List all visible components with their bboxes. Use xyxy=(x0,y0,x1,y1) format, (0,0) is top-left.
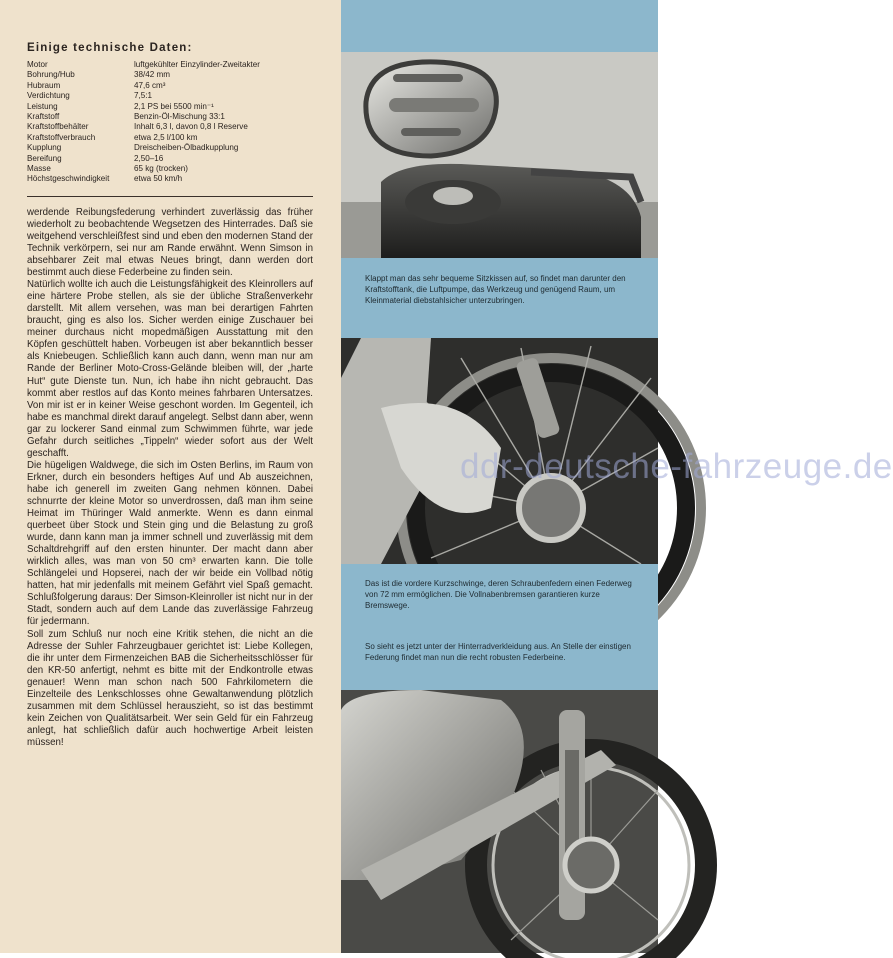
front-caption: Das ist die vordere Kurzschwinge, deren Schraubenfedern einen Federweg von 72 mm ermöglichen. Die Vollnabenbremsen garantieren kurze Bremswege. xyxy=(365,579,632,610)
spec-row xyxy=(27,70,313,80)
spec-label: Motor xyxy=(27,60,48,69)
spec-label: Kraftstoff xyxy=(27,112,60,122)
spec-label: Verdichtung xyxy=(27,91,70,101)
seat-photo xyxy=(341,52,658,258)
spec-value: 65 kg (trocken) xyxy=(134,164,188,174)
spec-row xyxy=(27,164,313,174)
spec-value: 7,5:1 xyxy=(134,91,153,101)
rear-suspension-photo xyxy=(341,690,658,953)
spec-row xyxy=(27,174,313,184)
spec-label: Bereifung xyxy=(27,153,62,163)
spec-row xyxy=(27,91,313,101)
spec-value: etwa 50 km/h xyxy=(134,174,183,184)
spec-label: Höchstgeschwindigkeit xyxy=(27,174,110,184)
spec-row xyxy=(27,102,313,112)
rear-caption: So sieht es jetzt unter der Hinterradverkleidung aus. An Stelle der einstigen Federung findet man nun die recht robusten Federbeine. xyxy=(365,642,631,662)
spec-value: Inhalt 6,3 l, davon 0,8 l Reserve xyxy=(134,122,248,132)
seat-storage-image xyxy=(341,52,658,258)
spec-label: Hubraum xyxy=(27,80,61,90)
spec-row xyxy=(27,81,313,91)
article-paragraph: Die hügeligen Waldwege, die sich im Osten Berlins, im Raum von Erkner, durch ein besonders heftiges Auf und Ab auszeichnen, habe ich generell im zweiten Gang nehmen können. Dabei schnurrte der kleine Motor so unverdrossen, daß man ihm seine Heimat im Thüringer Wald anmerkte. Wenn es dann einmal querbeet über Stock und Stein ging und die Belastung zu groß wurde, dann kann man ja immer schnell und zuverlässig mit dem Schaltdrehgriff auf den ersten hinunter. Der macht dann aber wirklich alles, was man von 50 cm³ erwarten kann. Die tolle Schlängelei und Hopserei, nach der wir beide ein Vollbad nötig hatten, hat mir jedenfalls mit meinem Gefährt viel Spaß gemacht. Schlußfolgerung daraus: Der Simson-Kleinroller ist nicht nur in der Stadt, sondern auch auf dem Lande das zuverlässige Fahrzeug für jedermann. xyxy=(27,459,313,628)
article-paragraph: werdende Reibungsfederung verhindert zuverlässig das früher wiederholt zu beobachtende Wegsetzen des Hinterrades. Daß sie weitgehend verschleißfest sind und eben den modernen Stand der Technik verkörpern, sei nur am Rande erwähnt. Wenn Simson in absehbarer Zeit mal etwas Neues bringt, dann werden dort bestimmt auch diese Federbeine zu finden sein. xyxy=(27,206,313,279)
article-paragraph: Soll zum Schluß nur noch eine Kritik stehen, die nicht an die Adresse der Suhler Fahrzeugbauer gerichtet ist: Liebe Kollegen, die ihr unter dem Firmenzeichen BAB die Sicherheitsschlösser für den KR-50 anfertigt, nehmt es bitte mit der Endkontrolle etwas genauer! Wenn man schon nach 500 Fahrkilometern die Einzelteile des Lenkschlosses ohne Gewaltanwendung plötzlich zusammen mit dem Schlüssel herauszieht, so ist das bestimmt kein Zeichen von Qualitätsarbeit. Wer sein Geld für ein Fahrzeug anlegt, hat schließlich dafür auch hochwertige Arbeit leisten müssen! xyxy=(27,628,313,748)
rear-shock-image xyxy=(341,690,658,953)
spec-label: Kupplung xyxy=(27,143,62,153)
spec-row xyxy=(27,154,313,164)
spec-value: Benzin-Öl-Mischung 33:1 xyxy=(134,112,225,122)
text-column xyxy=(27,42,313,749)
spec-value: 2,50–16 xyxy=(134,153,164,163)
spec-label: Masse xyxy=(27,164,51,174)
spec-value: 38/42 mm xyxy=(134,70,170,80)
spec-label: Bohrung/Hub xyxy=(27,70,75,80)
spec-row xyxy=(27,60,313,70)
spec-value: 2,1 PS bei 5500 min⁻¹ xyxy=(134,101,214,111)
top-color-band xyxy=(341,0,658,52)
spec-value: luftgekühlter Einzylinder-Zweitakter xyxy=(134,60,260,69)
specs-heading: Einige technische Daten: xyxy=(27,42,193,54)
specs-table xyxy=(27,60,313,185)
website-watermark: ddr-deutsche-fahrzeuge.de xyxy=(460,447,893,486)
spec-value: etwa 2,5 l/100 km xyxy=(134,132,198,142)
spec-label: Kraftstoffbehälter xyxy=(27,122,89,132)
spec-row xyxy=(27,112,313,122)
seat-caption: Klappt man das sehr bequeme Sitzkissen auf, so findet man darunter den Kraftstofftank, die Luftpumpe, das Werkzeug und genügend Raum, um Kleinmaterial diebstahlsicher unterzubringen. xyxy=(365,274,626,305)
spec-value: 47,6 cm³ xyxy=(134,80,166,90)
article-body xyxy=(27,207,313,749)
spec-value: Dreischeiben-Ölbadkupplung xyxy=(134,143,239,153)
spec-label: Kraftstoffverbrauch xyxy=(27,132,96,142)
spec-row xyxy=(27,143,313,153)
spec-row xyxy=(27,122,313,132)
article-paragraph: Natürlich wollte ich auch die Leistungsfähigkeit des Kleinrollers auf eine härtere Probe stellen, als sie der übliche Straßenverkehr darstellt. Mit allem versehen, was man bei derartigen Fahrten braucht, ging es also los. Sicher werden einige Zuschauer bei meiner durchaus nicht mopedmäßigen Ausstattung mit den Köpfen geschüttelt haben. Vorbeugen ist aber bekanntlich besser als Kniebeugen. Schließlich kann auch dann, wenn man nur am Rande der Berliner Moto-Cross-Gelände bleiben will, der „harte Hut“ gute Dienste tun. Nun, ich habe ihn nicht gebraucht. Das kommt aber restlos auf das Konto meines fahrbaren Untersatzes. Von mir ist er in keiner Weise geschont worden. Im Gegenteil, ich habe es manchmal direkt darauf angelegt. Selbst dann aber, wenn gar zu lockerer Sand einmal zum Schwimmen führte, war jede Gefahr durch seitliches „Tippeln“ wieder sofort aus der Welt geschafft. xyxy=(27,279,313,459)
spec-row xyxy=(27,133,313,143)
spec-label: Leistung xyxy=(27,101,58,111)
section-divider xyxy=(27,196,313,197)
